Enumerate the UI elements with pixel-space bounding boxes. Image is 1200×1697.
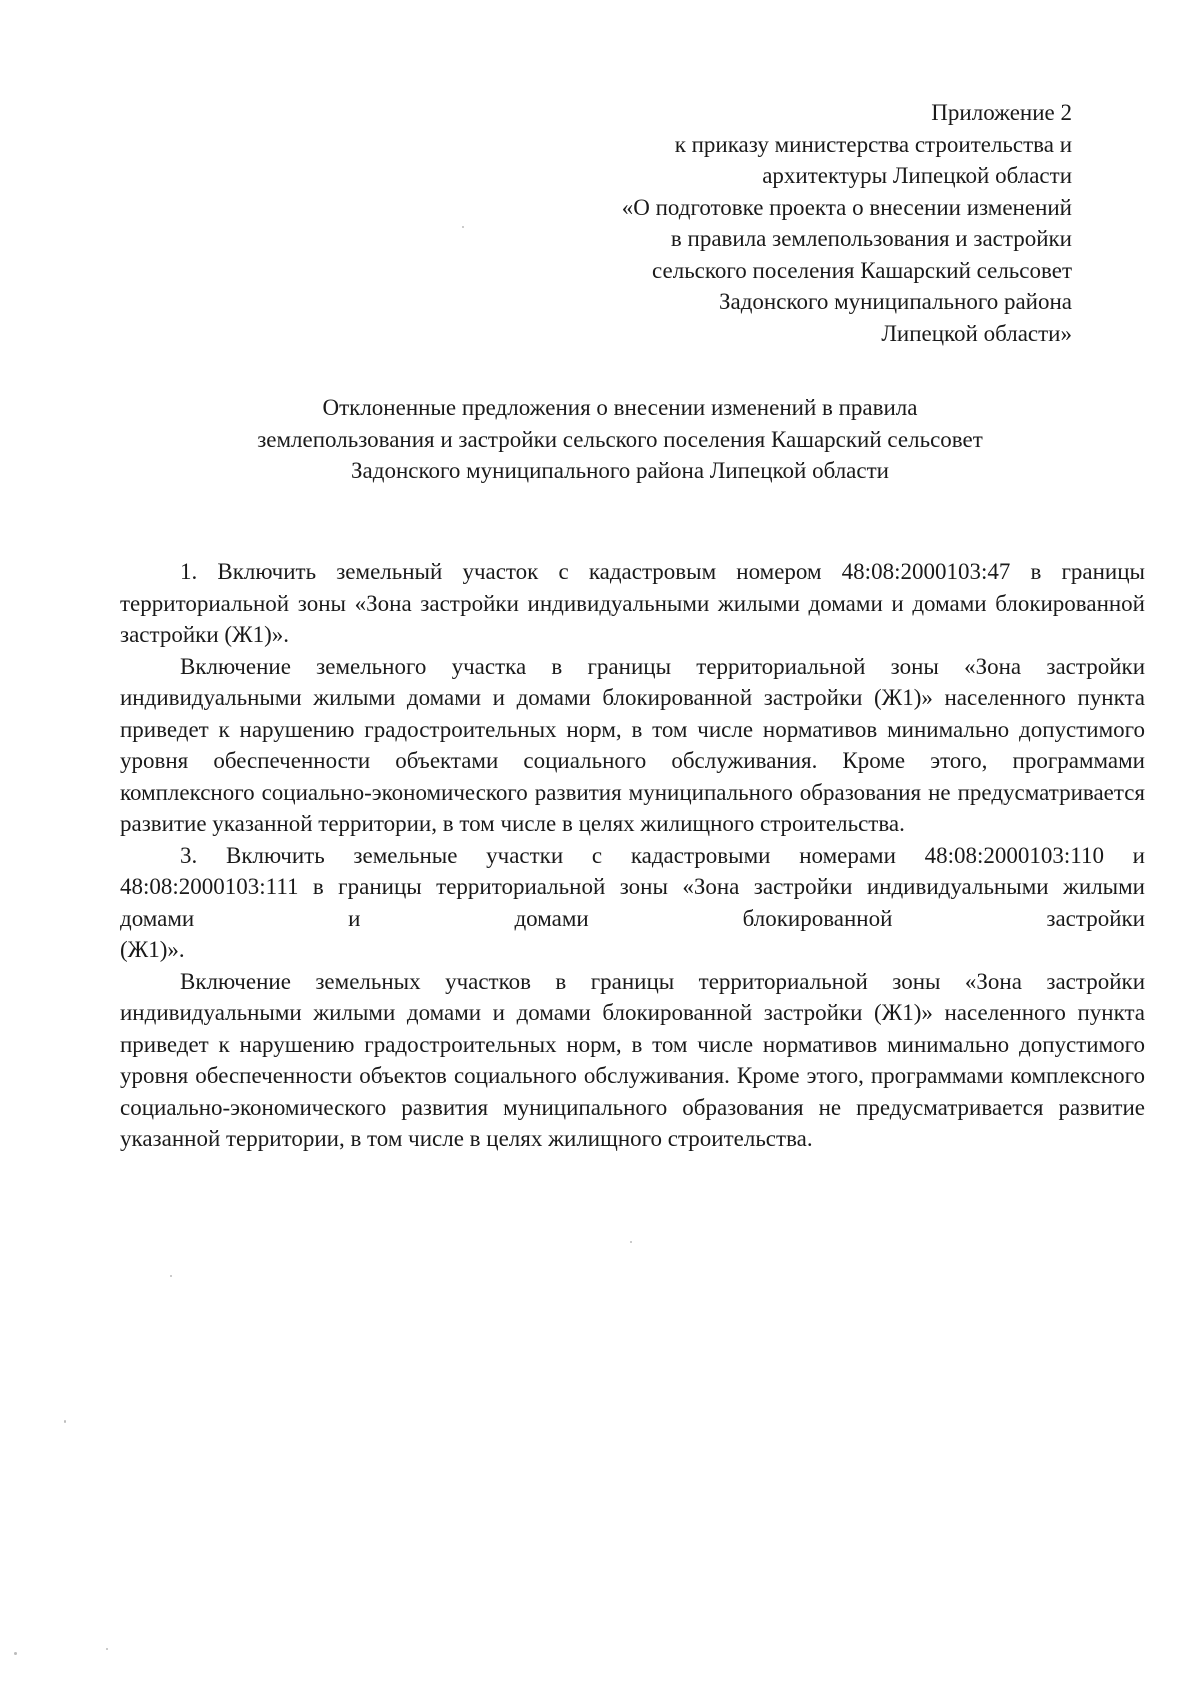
appendix-header: [452, 97, 1072, 349]
document-title: [120, 392, 1120, 487]
appendix-line: архитектуры Липецкой области: [762, 163, 1072, 188]
scan-speck: [630, 1241, 632, 1243]
document-body: [120, 556, 1145, 1155]
scan-speck: [64, 1420, 66, 1423]
item-1-paragraph: 1. Включить земельный участок с кадастровым номером 48:08:2000103:47 в границы территориальной зоны «Зона застройки индивидуальными жилыми домами и домами блокированной застройки (Ж1)».: [120, 559, 1145, 647]
scan-speck: [462, 226, 464, 228]
scan-speck: [170, 1275, 172, 1277]
title-line: Отклоненные предложения о внесении изменений в правила: [322, 395, 918, 420]
appendix-line: сельского поселения Кашарский сельсовет: [652, 257, 1072, 283]
item-1-reason-paragraph: Включение земельного участка в границы территориальной зоны «Зона застройки индивидуальными жилыми домами и домами блокированной застройки (Ж1)» населенного пункта приведет к нарушению градостроительных норм, в том числе нормативов минимально допустимого уровня обеспеченности объектами социального обслуживания. Кроме этого, программами комплексного социально-экономического развития муниципального образования не предусматривается развитие указанной территории, в том числе в целях жилищного строительства.: [120, 653, 1145, 836]
title-line: Задонского муниципального района Липецкой области: [351, 458, 889, 483]
appendix-line: Приложение 2: [931, 100, 1072, 125]
appendix-line: Задонского муниципального района: [719, 289, 1072, 314]
item-3-paragraph: 3. Включить земельные участки с кадастровыми номерами 48:08:2000103:110 и 48:08:2000103:111 в границы территориальной зоны «Зона застройки индивидуальными жилыми домами и домами блокированной застройки: [120, 842, 1145, 931]
scan-speck: [14, 1652, 17, 1655]
appendix-line: Липецкой области»: [881, 320, 1072, 346]
scan-speck: [106, 1648, 108, 1650]
item-3-paragraph-end: (Ж1)».: [120, 937, 185, 962]
appendix-line: в правила землепользования и застройки: [670, 226, 1072, 251]
appendix-line: «О подготовке проекта о внесении изменений: [621, 194, 1072, 220]
appendix-line: к приказу министерства строительства и: [674, 131, 1072, 157]
item-3-reason-paragraph: Включение земельных участков в границы территориальной зоны «Зона застройки индивидуальными жилыми домами и домами блокированной застройки (Ж1)» населенного пункта приведет к нарушению градостроительных норм, в том числе нормативов минимально допустимого уровня обеспеченности объектов социального обслуживания. Кроме этого, программами комплексного социально-экономического развития муниципального образования не предусматривается развитие указанной территории, в том числе в целях жилищного строительства.: [120, 968, 1145, 1151]
title-line: землепользования и застройки сельского поселения Кашарский сельсовет: [257, 426, 983, 452]
